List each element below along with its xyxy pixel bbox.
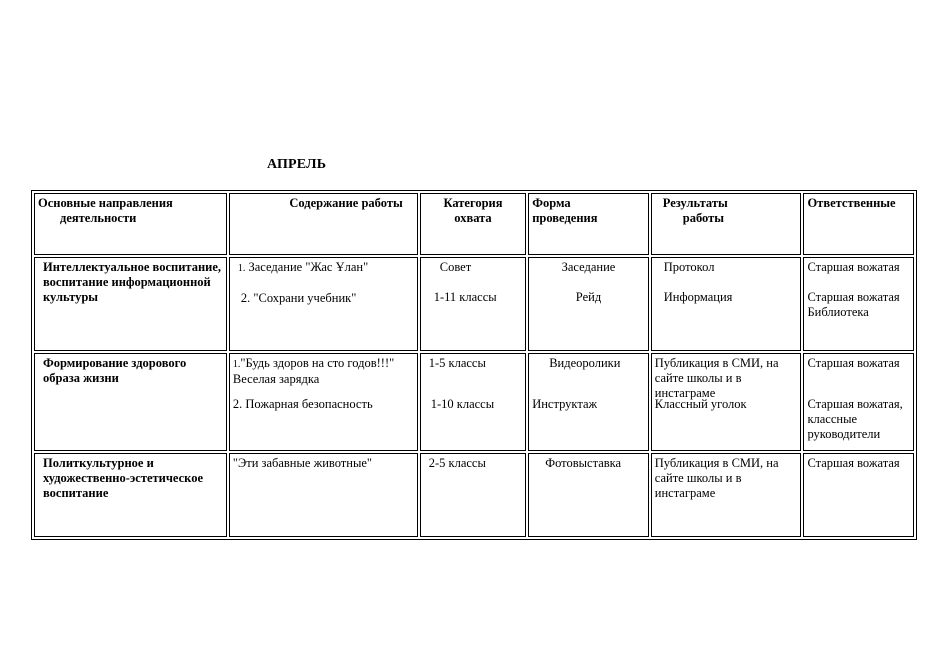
header-content: Содержание работы bbox=[229, 193, 418, 255]
category-cell: 2-5 классы bbox=[420, 453, 526, 537]
list-item: 2. Пожарная безопасность bbox=[232, 397, 373, 411]
form-cell: Видеоролики Инструктаж bbox=[528, 353, 649, 451]
result-cell: Публикация в СМИ, на сайте школы и в инстаграме bbox=[651, 453, 802, 537]
list-item: "Эти забавные животные" bbox=[232, 456, 372, 470]
table-row bbox=[34, 453, 914, 537]
header-category bbox=[420, 193, 526, 255]
result-cell: Протокол Информация bbox=[651, 257, 802, 351]
direction-cell: Формирование здорового образа жизни bbox=[34, 353, 227, 451]
form-cell: Заседание Рейд bbox=[528, 257, 649, 351]
list-item: 1."Будь здоров на сто годов!!!" Веселая зарядка bbox=[232, 356, 395, 386]
list-item: 2. "Сохрани учебник" bbox=[240, 291, 357, 305]
header-responsible: Ответственные bbox=[803, 193, 914, 255]
header-results bbox=[651, 193, 802, 255]
header-category-line1: Категория bbox=[443, 196, 503, 210]
content-cell bbox=[229, 257, 418, 351]
header-form-line1: Форма bbox=[532, 196, 571, 210]
content-cell bbox=[229, 353, 418, 451]
content-cell bbox=[229, 453, 418, 537]
header-category-line2: охвата bbox=[454, 211, 492, 225]
responsible-cell: Старшая вожатая Старшая вожатая Библиотека bbox=[803, 257, 914, 351]
list-item: 1. Заседание "Жас Ұлан" bbox=[237, 260, 369, 274]
result-cell: Публикация в СМИ, на сайте школы и в инстаграме Классный уголок bbox=[651, 353, 802, 451]
form-cell: Фотовыставка bbox=[528, 453, 649, 537]
header-direction-line2: деятельности bbox=[60, 211, 137, 225]
direction-cell: Политкультурное и художественно-эстетическое воспитание bbox=[34, 453, 227, 537]
header-direction bbox=[34, 193, 227, 255]
header-form bbox=[528, 193, 649, 255]
table-row bbox=[34, 257, 914, 351]
responsible-cell: Старшая вожатая bbox=[803, 453, 914, 537]
header-direction-line1: Основные направления bbox=[38, 196, 173, 210]
header-results-line2: работы bbox=[682, 211, 725, 225]
header-form-line2: проведения bbox=[532, 211, 598, 225]
responsible-cell: Старшая вожатая Старшая вожатая, классные руководители bbox=[803, 353, 914, 451]
plan-table bbox=[31, 190, 917, 540]
header-row bbox=[34, 193, 914, 255]
category-cell: Совет 1-11 классы bbox=[420, 257, 526, 351]
direction-cell: Интеллектуальное воспитание, воспитание информационной культуры bbox=[34, 257, 227, 351]
category-cell: 1-5 классы 1-10 классы bbox=[420, 353, 526, 451]
header-results-line1: Результаты bbox=[662, 196, 728, 210]
page-title: АПРЕЛЬ bbox=[267, 157, 327, 172]
table-row bbox=[34, 353, 914, 451]
